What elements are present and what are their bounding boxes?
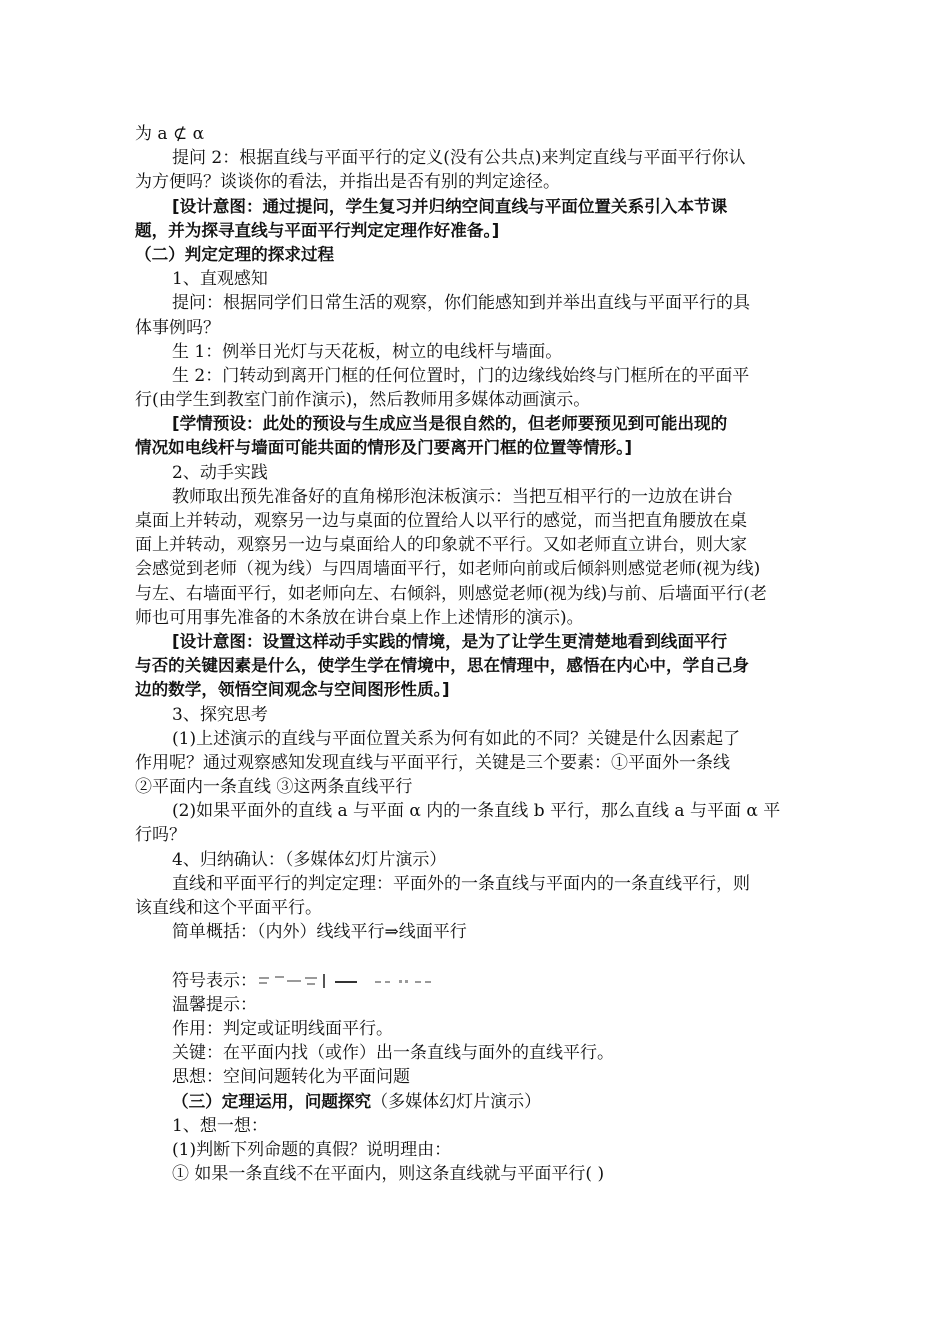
text-line: 行(由学生到教室门前作演示)，然后教师用多媒体动画演示。: [135, 390, 591, 411]
text-line: ① 如果一条直线不在平面内，则这条直线就与平面平行( ): [172, 1164, 605, 1185]
text-line: 关键：在平面内找（或作）出一条直线与面外的直线平行。: [172, 1043, 614, 1064]
text-block-3: [135, 1114, 817, 1187]
text-line: (2)如果平面外的直线 a 与平面 α 内的一条直线 b 平行，那么直线 a 与平面 α 平: [172, 801, 781, 822]
symbol-label: 符号表示：: [172, 970, 257, 991]
section-3-title: （三）定理运用，问题探究: [172, 1091, 372, 1111]
text-line: 行吗？: [135, 825, 186, 846]
text-line: 提问 2：根据直线与平面平行的定义(没有公共点)来判定直线与平面平行你认: [172, 148, 746, 169]
text-line: 提问：根据同学们日常生活的观察，你们能感知到并举出直线与平面平行的具: [172, 293, 750, 314]
text-line: 4、归纳确认：（多媒体幻灯片演示）: [172, 849, 447, 870]
blank-line: [135, 944, 817, 968]
text-line: 简单概括：（内外）线线平行⇒线面平行: [172, 922, 467, 943]
text-line: 边的数学，领悟空间观念与空间图形性质。]: [135, 680, 450, 700]
text-line: 生 1：例举日光灯与天花板，树立的电线杆与墙面。: [172, 341, 563, 362]
text-line: (1)判断下列命题的真假？说明理由：: [172, 1139, 452, 1160]
text-line: 体事例吗？: [135, 317, 220, 338]
text-line: 教师取出预先准备好的直角梯形泡沫板演示：当把互相平行的一边放在讲台: [172, 486, 733, 507]
symbol-formula-image: [257, 974, 467, 988]
text-line: 作用呢？通过观察感知发现直线与平面平行，关键是三个要素：①平面外一条线: [135, 752, 730, 773]
symbol-line: [135, 969, 817, 993]
text-line: 直线和平面平行的判定定理：平面外的一条直线与平面内的一条直线平行，则: [172, 873, 750, 894]
text-line: [设计意图：通过提问，学生复习并归纳空间直线与平面位置关系引入本节课: [172, 196, 728, 216]
text-line: [设计意图：设置这样动手实践的情境，是为了让学生更清楚地看到线面平行: [172, 631, 728, 651]
text-line: （二）判定定理的探求过程: [135, 244, 335, 264]
text-line: 思想：空间问题转化为平面问题: [172, 1067, 410, 1088]
text-line: 桌面上并转动，观察另一边与桌面的位置给人以平行的感觉，而当把直角腰放在桌: [135, 511, 747, 531]
document-body: [135, 122, 817, 1186]
text-line: 与否的关键因素是什么，使学生学在情境中，思在情理中，感悟在内心中，学自己身: [135, 656, 749, 676]
text-block-1: [135, 122, 817, 944]
text-line: 3、探究思考: [172, 704, 268, 725]
section-3-heading: [135, 1090, 817, 1114]
text-line: 与左、右墙面平行，如老师向左、右倾斜，则感觉老师(视为线)与前、后墙面平行(老: [135, 583, 767, 604]
text-line: 会感觉到老师（视为线）与四周墙面平行，如老师向前或后倾斜则感觉老师(视为线): [135, 559, 761, 580]
text-line: 师也可用事先准备的木条放在讲台桌上作上述情形的演示)。: [135, 607, 584, 628]
text-block-2: [135, 993, 817, 1090]
text-line: 题，并为探寻直线与平面平行判定定理作好准备。]: [135, 220, 500, 240]
text-line: 作用：判定或证明线面平行。: [172, 1018, 393, 1039]
text-line: 温馨提示：: [172, 994, 257, 1015]
text-line: 该直线和这个平面平行。: [135, 898, 322, 918]
text-line: 为 a ⊄ α: [135, 124, 205, 144]
section-3-note: （多媒体幻灯片演示）: [371, 1091, 542, 1112]
text-line: ②平面内一条直线 ③这两条直线平行: [135, 777, 413, 798]
text-line: [学情预设：此处的预设与生成应当是很自然的，但老师要预见到可能出现的: [172, 414, 728, 434]
text-line: (1)上述演示的直线与平面位置关系为何有如此的不同？关键是什么因素起了: [172, 728, 741, 749]
text-line: 面上并转动，观察另一边与桌面给人的印象就不平行。又如老师直立讲台，则大家: [135, 535, 747, 556]
text-line: 1、直观感知: [172, 269, 268, 290]
text-line: 情况如电线杆与墙面可能共面的情形及门要离开门框的位置等情形。]: [135, 438, 633, 458]
text-line: 为方便吗？谈谈你的看法，并指出是否有别的判定途径。: [135, 172, 560, 193]
text-line: 1、想一想：: [172, 1115, 268, 1136]
text-line: 生 2：门转动到离开门框的任何位置时，门的边缘线始终与门框所在的平面平: [172, 365, 750, 386]
text-line: 2、动手实践: [172, 462, 268, 483]
